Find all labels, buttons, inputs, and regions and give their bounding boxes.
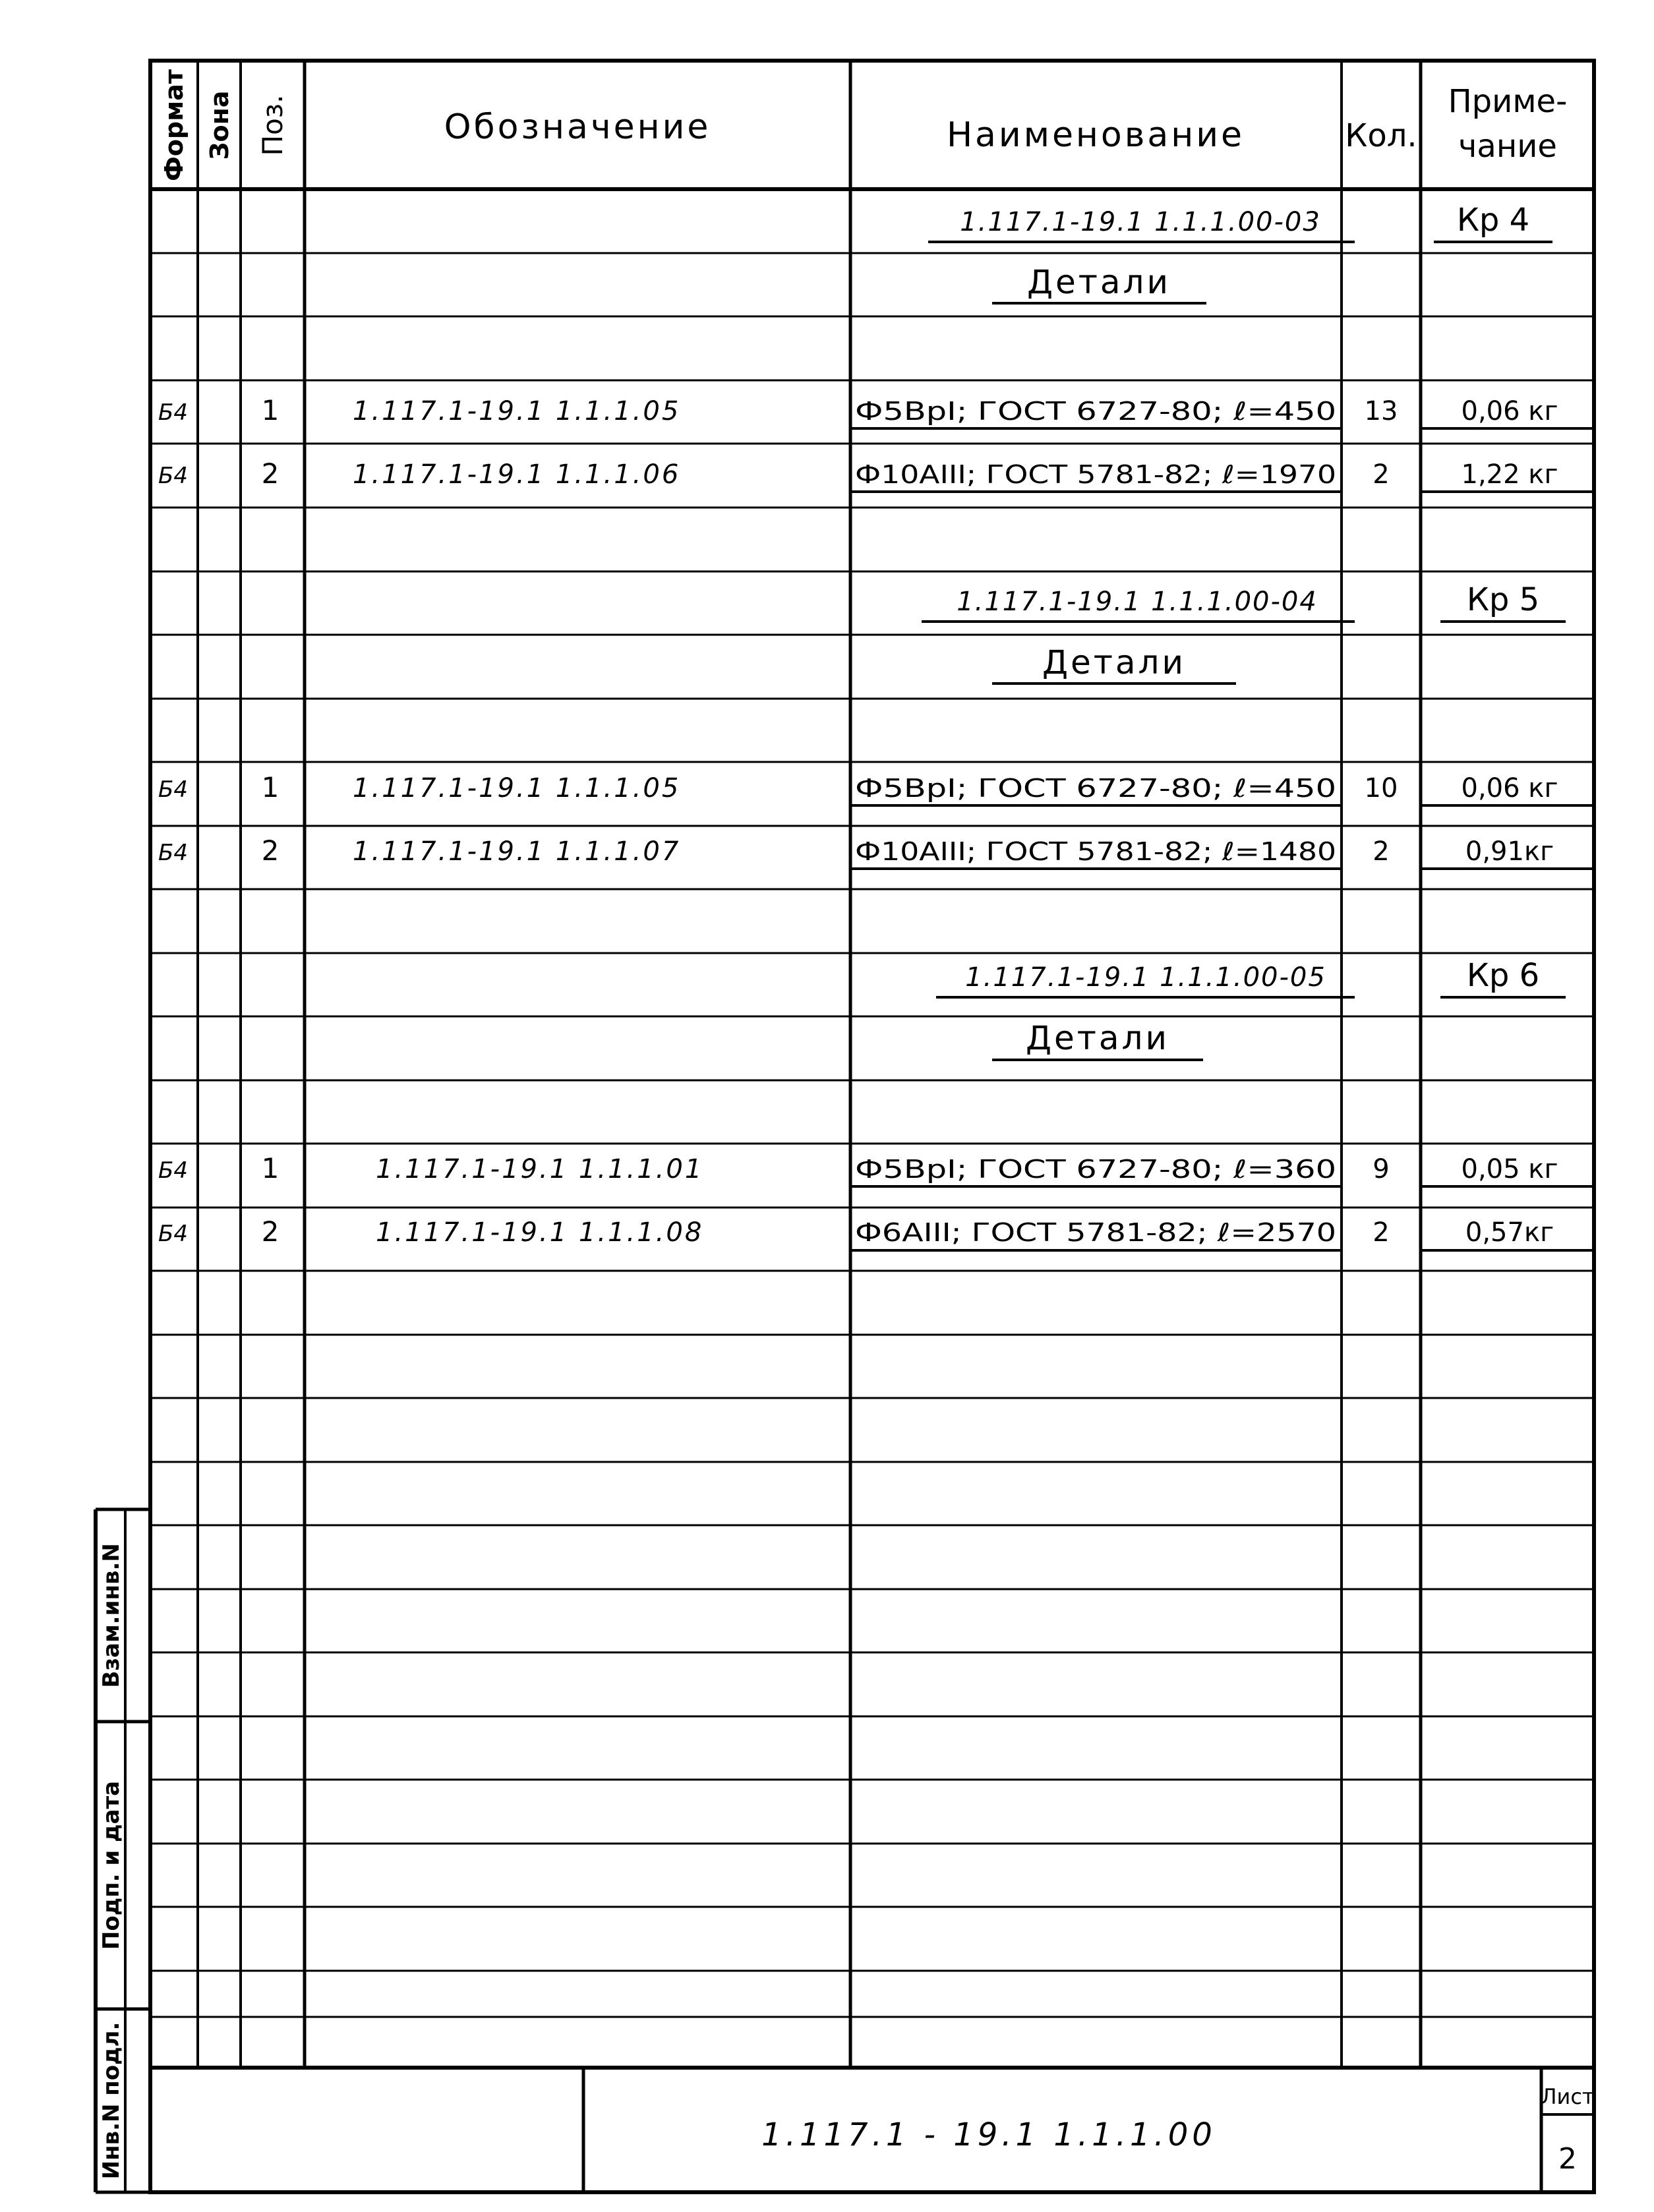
- row-format: Б4: [158, 1221, 188, 1247]
- row-pos: 2: [261, 834, 280, 867]
- side-stamp: [98, 1543, 125, 2179]
- header-name: Наименование: [946, 115, 1245, 155]
- row-name: Ф5ВрI; ГОСТ 6727-80; ℓ=360: [855, 1155, 1336, 1184]
- row-note: 1,22 кг: [1461, 459, 1558, 490]
- row-pos: 1: [261, 394, 280, 426]
- row-qty: 10: [1364, 773, 1398, 803]
- row-format: Б4: [158, 1157, 188, 1184]
- row-pos: 1: [261, 771, 280, 803]
- section-heading: Детали: [1042, 643, 1187, 682]
- row-designation: 1.117.1-19.1 1.1.1.05: [353, 773, 681, 803]
- row-qty: 9: [1373, 1154, 1390, 1184]
- row-designation: 1.117.1-19.1 1.1.1.01: [376, 1154, 704, 1184]
- assembly-mark: Кр 4: [1456, 202, 1530, 239]
- row-format: Б4: [158, 399, 188, 426]
- assembly-mark: Кр 5: [1466, 581, 1540, 618]
- row-designation: 1.117.1-19.1 1.1.1.05: [353, 396, 681, 426]
- replace-inv-label: Взам.инв.N: [98, 1543, 125, 1688]
- header-qty: Кол.: [1345, 117, 1417, 154]
- row-designation: 1.117.1-19.1 1.1.1.08: [376, 1217, 704, 1248]
- row-name: Ф5ВрI; ГОСТ 6727-80; ℓ=450: [855, 774, 1336, 803]
- row-format: Б4: [158, 463, 188, 489]
- row-pos: 2: [261, 1215, 280, 1248]
- row-qty: 2: [1373, 459, 1390, 490]
- row-designation: 1.117.1-19.1 1.1.1.07: [353, 836, 681, 867]
- sheet-label: Лист: [1541, 2084, 1595, 2109]
- inv-orig-label: Инв.N подл.: [98, 2022, 125, 2180]
- assembly-designation: 1.117.1-19.1 1.1.1.00-05: [965, 962, 1326, 993]
- row-note: 0,57кг: [1465, 1217, 1554, 1248]
- header-note-line1: Приме-: [1448, 83, 1568, 120]
- row-name: Ф6АIII; ГОСТ 5781-82; ℓ=2570: [855, 1218, 1336, 1247]
- row-note: 0,91кг: [1465, 836, 1554, 867]
- header-designation: Обозначение: [444, 107, 711, 147]
- row-format: Б4: [158, 840, 188, 866]
- row-qty: 13: [1364, 396, 1398, 426]
- header-pos: Поз.: [256, 94, 289, 156]
- row-note: 0,06 кг: [1461, 396, 1558, 426]
- row-note: 0,06 кг: [1461, 773, 1558, 803]
- row-designation: 1.117.1-19.1 1.1.1.06: [353, 459, 681, 490]
- header-zone: Зона: [205, 90, 234, 160]
- section-heading: Детали: [1025, 1019, 1170, 1057]
- row-qty: 2: [1373, 1217, 1390, 1248]
- row-name: Ф5ВрI; ГОСТ 6727-80; ℓ=450: [855, 397, 1336, 426]
- sheet-number: 2: [1558, 2142, 1577, 2176]
- assembly-designation: 1.117.1-19.1 1.1.1.00-03: [960, 207, 1321, 237]
- row-note: 0,05 кг: [1461, 1154, 1558, 1184]
- section-heading: Детали: [1026, 263, 1171, 301]
- sign-date-label: Подп. и дата: [98, 1780, 125, 1950]
- row-name: Ф10АIII; ГОСТ 5781-82; ℓ=1970: [855, 460, 1336, 489]
- header-note-line2: чание: [1458, 128, 1557, 165]
- assembly-mark: Кр 6: [1466, 957, 1540, 994]
- header-format: Формат: [160, 69, 189, 181]
- row-format: Б4: [158, 776, 188, 803]
- row-qty: 2: [1373, 836, 1390, 867]
- document-code: 1.117.1 - 19.1 1.1.1.00: [761, 2116, 1216, 2153]
- row-pos: 2: [261, 457, 280, 490]
- row-pos: 1: [261, 1152, 280, 1184]
- row-name: Ф10АIII; ГОСТ 5781-82; ℓ=1480: [855, 837, 1336, 866]
- assembly-designation: 1.117.1-19.1 1.1.1.00-04: [957, 587, 1318, 617]
